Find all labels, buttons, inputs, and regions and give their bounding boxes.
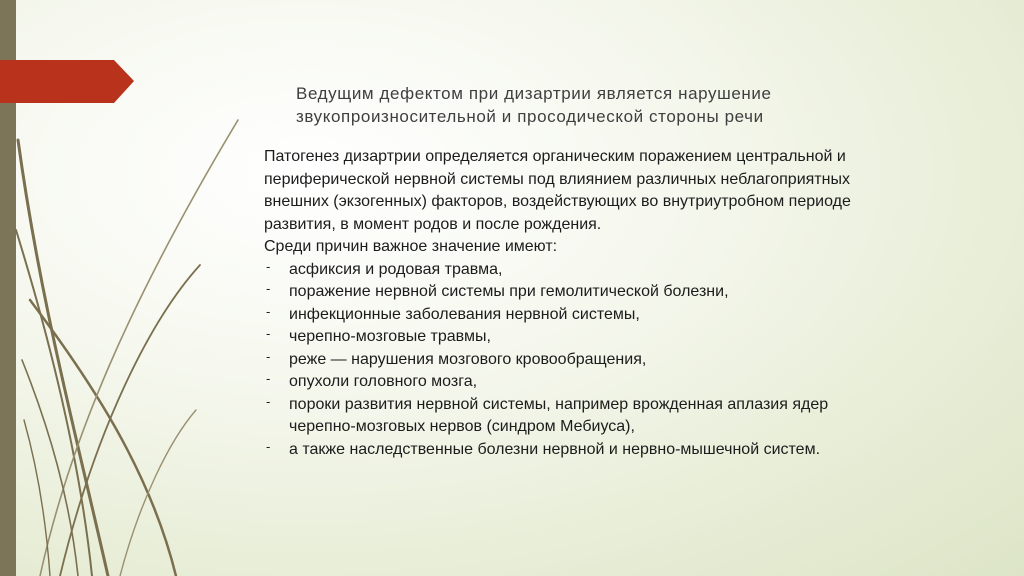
title-line-2: звукопроизносительной и просодической стороны речи (296, 107, 764, 126)
pathogenesis-paragraph: Патогенез дизартрии определяется органическим поражением центральной и периферической нервной системы под влиянием различных неблагоприятных внешних (экзогенных) факторов, воздействующих во внутриутробном периоде развития, в момент родов и после рождения. (264, 148, 851, 233)
list-item-text: поражение нервной системы при гемолитической болезни, (289, 283, 729, 300)
list-item-text: пороки развития нервной системы, например врожденная аплазия ядер черепно-мозговых нервов (синдром Мебиуса), (289, 395, 829, 435)
list-item (264, 349, 874, 372)
list-item-text: асфиксия и родовая травма, (289, 260, 503, 278)
causes-list (264, 259, 874, 462)
causes-intro: Среди причин важное значение имеют: (264, 238, 558, 255)
list-item (264, 259, 874, 282)
bullet-dash: - (266, 393, 271, 409)
list-item (264, 394, 874, 439)
bullet-dash: - (266, 326, 271, 341)
slide-title (296, 82, 916, 128)
slide-body (264, 146, 874, 461)
bullet-dash: - (266, 281, 271, 296)
bullet-dash: - (266, 303, 271, 319)
list-item-text: черепно-мозговые травмы, (289, 328, 491, 345)
bullet-dash: - (266, 258, 271, 274)
list-item-text: а также наследственные болезни нервной и нервно-мышечной систем. (289, 440, 821, 458)
bullet-dash: - (266, 438, 271, 454)
list-item (264, 304, 874, 327)
list-item (264, 439, 874, 462)
bullet-dash: - (266, 371, 271, 386)
list-item (264, 326, 874, 349)
list-item (264, 371, 874, 394)
bullet-dash: - (266, 348, 271, 364)
title-line-1: Ведущим дефектом при дизартрии является нарушение (296, 84, 772, 103)
list-item-text: реже — нарушения мозгового кровообращения, (289, 350, 647, 368)
list-item-text: опухоли головного мозга, (289, 373, 478, 390)
list-item-text: инфекционные заболевания нервной системы, (289, 305, 640, 323)
list-item (264, 281, 874, 304)
accent-arrow (0, 60, 134, 103)
